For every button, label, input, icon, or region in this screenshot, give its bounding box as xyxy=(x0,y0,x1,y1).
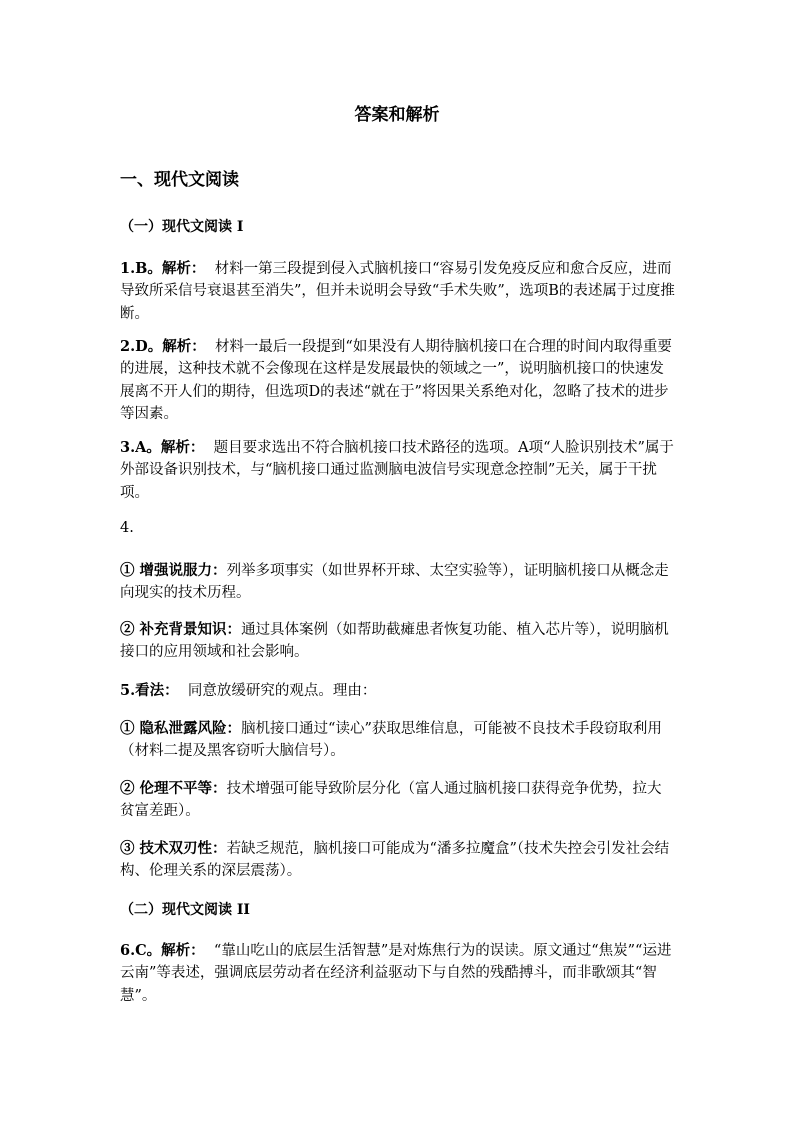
page-title: 答案和解析 xyxy=(354,105,440,125)
answer-q5-number: 5.看法： xyxy=(120,682,179,699)
answer-q4-point1-label: ① 增强说服力： xyxy=(120,562,227,579)
answer-q6 xyxy=(120,940,676,1007)
answer-q2-text: 材料一最后一段提到“如果没有人期待脑机接口在合理的时间内取得重要的进展，这种技术就不会像现在这样是发展最快的领域之一”，说明脑机接口的快速发展离不开人们的期待，但选项D的表述“就在于”将因果关系绝对化，忽略了技术的进步等因素。 xyxy=(120,339,672,423)
answer-q1-number: 1.B。解析： xyxy=(120,260,206,277)
answer-q5-point3-text: 若缺乏规范，脑机接口可能成为“潘多拉魔盒”（技术失控会引发社会结构、伦理关系的深层震荡）。 xyxy=(120,841,670,880)
answer-q4-point2-label: ② 补充背景知识： xyxy=(120,621,242,638)
answer-q4-point2 xyxy=(120,619,676,664)
answer-q4-point2-text: 通过具体案例（如帮助截瘫患者恢复功能、植入芯片等），说明脑机接口的应用领域和社会影响。 xyxy=(120,622,669,661)
answer-q4-point1-text: 列举多项事实（如世界杯开球、太空实验等），证明脑机接口从概念走向现实的技术历程。 xyxy=(120,563,669,602)
answer-q3-text: 题目要求选出不符合脑机接口技术路径的选项。A项“人脸识别技术”属于外部设备识别技术，与“脑机接口通过监测脑电波信号实现意念控制”无关，属于干扰项。 xyxy=(120,440,674,501)
answer-q3-number: 3.A。解析： xyxy=(120,439,205,456)
answer-q5-point2 xyxy=(120,778,676,823)
answer-q5 xyxy=(120,680,676,702)
answer-q1 xyxy=(120,258,676,325)
answer-q5-point2-label: ② 伦理不平等： xyxy=(120,780,227,797)
answer-q2-number: 2.D。解析： xyxy=(120,338,206,355)
answer-q3 xyxy=(120,437,676,504)
answer-q2 xyxy=(120,336,676,426)
answer-q5-point3-label: ③ 技术双刃性： xyxy=(120,840,227,857)
answer-q5-text: 同意放缓研究的观点。理由： xyxy=(187,683,377,699)
answer-q5-point1 xyxy=(120,718,676,763)
answer-q1-text: 材料一第三段提到侵入式脑机接口“容易引发免疫反应和愈合反应，进而导致所采信号衰退甚至消失”，但并未说明会导致“手术失败”，选项B的表述属于过度推断。 xyxy=(120,261,675,322)
answer-q5-point1-text: 脑机接口通过“读心”获取思维信息，可能被不良技术手段窃取利用（材料二提及黑客窃听大脑信号）。 xyxy=(120,721,662,760)
subsection-heading-part2: （二）现代文阅读 II xyxy=(120,902,250,918)
answer-q5-point2-text: 技术增强可能导致阶层分化（富人通过脑机接口获得竞争优势，拉大贫富差距）。 xyxy=(120,781,662,820)
section-heading-modern-reading: 一、现代文阅读 xyxy=(120,170,239,190)
answer-q5-point3 xyxy=(120,838,676,883)
subsection-heading-part1: （一）现代文阅读 I xyxy=(120,219,244,235)
answer-q6-text: “靠山吃山的底层生活智慧”是对炼焦行为的误读。原文通过“焦炭”“运进云南”等表述，强调底层劳动者在经济利益驱动下与自然的残酷搏斗，而非歌颂其“智慧”。 xyxy=(120,943,672,1004)
answer-q4-point1 xyxy=(120,560,676,605)
answer-q4-number: 4. xyxy=(120,520,134,536)
answer-q5-point1-label: ① 隐私泄露风险： xyxy=(120,720,242,737)
answer-q6-number: 6.C。解析： xyxy=(120,942,205,959)
